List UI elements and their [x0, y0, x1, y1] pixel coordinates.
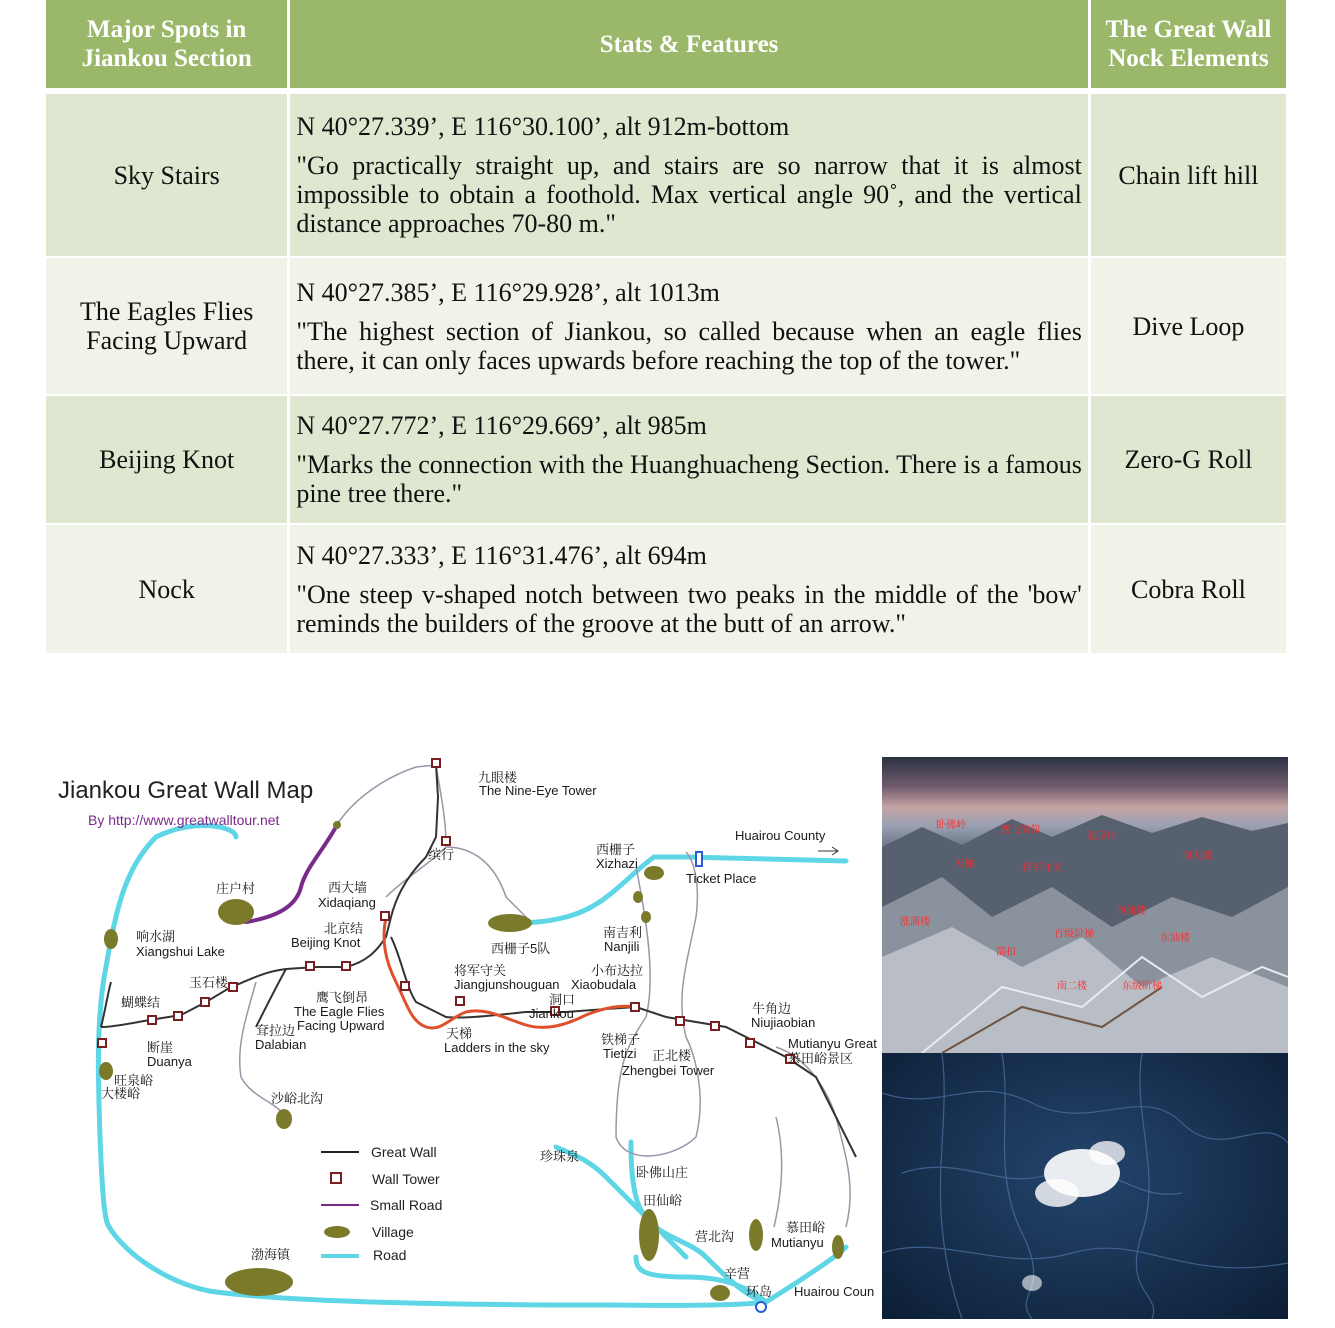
label-eagle-cn: 鹰飞倒昂	[316, 990, 369, 1005]
label-yushi: 玉石楼	[189, 975, 229, 990]
photo-tag: 箭扣	[996, 947, 1016, 958]
label-huandao: 环岛	[746, 1284, 773, 1299]
spot-coords: N 40°27.339’, E 116°30.100’, alt 912m-bottom	[296, 112, 790, 141]
table-row	[46, 395, 1286, 524]
label-xiaobudala-en: Xiaobudala	[571, 977, 637, 992]
label-huairou: Huairou County	[735, 828, 826, 843]
label-hudie: 蝴蝶结	[121, 995, 161, 1010]
photo-tag: 东油楼	[1160, 933, 1190, 944]
label-niujiao-cn: 牛角边	[752, 1001, 792, 1016]
table-row	[46, 91, 1286, 257]
label-wofo: 卧佛山庄	[636, 1165, 689, 1180]
photo-tag: 卧佛岭	[936, 820, 966, 831]
spot-stats	[289, 395, 1090, 524]
photo-tag: 北京结	[1087, 831, 1117, 842]
table-header-row	[46, 0, 1286, 91]
legend-road: Road	[373, 1247, 407, 1263]
label-zhengbei-en: Zhengbei Tower	[622, 1063, 715, 1078]
header-elements: The Great Wall Nock Elements	[1089, 0, 1286, 91]
label-xiangshui-en: Xiangshui Lake	[136, 944, 225, 959]
label-xizhazi-cn: 西栅子	[596, 842, 636, 857]
label-xizhazi-en: Xizhazi	[596, 856, 638, 871]
spot-stats	[289, 91, 1090, 257]
label-jiankou-en: Jiankou	[529, 1006, 574, 1021]
label-xidaqiang-cn: 西大墙	[328, 880, 368, 895]
legend-symbols	[321, 1152, 359, 1256]
spot-coords: N 40°27.333’, E 116°31.476’, alt 694m	[296, 540, 707, 570]
photo-tag: 西大墙	[1182, 851, 1212, 862]
nock-element: Chain lift hill	[1089, 91, 1286, 257]
photo-tag: 百级阶梯	[1054, 929, 1094, 940]
header-spots: Major Spots in Jiankou Section	[46, 0, 289, 91]
spot-name: Sky Stairs	[46, 91, 289, 257]
label-dalouyu: 大楼峪	[101, 1086, 141, 1101]
label-jiangjun-cn: 将军守关	[454, 963, 507, 978]
label-eagle-en2: Facing Upward	[297, 1018, 385, 1033]
label-tietizi-en: Tietizi	[603, 1046, 637, 1061]
label-duanya-cn: 断崖	[147, 1040, 174, 1055]
label-eagle-en1: The Eagle Flies	[294, 1004, 385, 1019]
label-ladders-cn: 天梯	[446, 1026, 473, 1041]
label-nanjili-en: Nanjili	[604, 939, 640, 954]
spot-coords: N 40°27.385’, E 116°29.928’, alt 1013m	[296, 277, 720, 307]
photo-tag: 将军守关	[1022, 863, 1062, 874]
nock-element: Dive Loop	[1089, 257, 1286, 395]
label-nine-eye-cn: 九眼楼	[478, 770, 518, 785]
spot-name: Nock	[46, 524, 289, 654]
map-url: By http://www.greatwalltour.net	[88, 812, 280, 828]
spot-quote: "One steep v-shaped notch between two peaks in the middle of the 'bow' reminds the builders of the groove at the butt of an arrow."	[296, 579, 1082, 638]
label-bjknot-en: Beijing Knot	[291, 935, 361, 950]
label-xizhazi5: 西栅子5队	[491, 941, 551, 956]
legend-great-wall: Great Wall	[371, 1144, 437, 1160]
spot-quote: "Go practically straight up, and stairs are so narrow that it is almost impossible to obtain a foothold. Max vertical angle 90˚, and the vertical distance approaches 70-80 m."	[296, 151, 1082, 238]
label-zhuanghu: 庄户村	[216, 881, 256, 896]
label-jiangjun-en: Jiangjunshouguan	[454, 977, 560, 992]
label-shayu: 沙峪北沟	[271, 1091, 324, 1106]
label-mutianyu-cn: 慕田峪	[786, 1220, 826, 1235]
label-tianxian: 田仙峪	[643, 1193, 683, 1208]
legend-small-road: Small Road	[370, 1197, 443, 1213]
spot-quote: "The highest section of Jiankou, so called because when an eagle flies there, it can only faces upwards before reaching the top of the tower."	[296, 316, 1082, 375]
photo-tag: 西油楼	[1116, 906, 1146, 917]
label-bohai: 渤海镇	[251, 1247, 291, 1262]
label-mutianyu-great: Mutianyu Great	[788, 1036, 877, 1051]
label-xiaobudala-cn: 小布达拉	[591, 963, 644, 978]
photo-tag: 南二楼	[1057, 981, 1087, 992]
label-nine-eye-en: The Nine-Eye Tower	[479, 783, 597, 798]
satellite-photo	[882, 1053, 1288, 1319]
spot-coords: N 40°27.772’, E 116°29.669’, alt 985m	[296, 411, 707, 440]
spot-name: Beijing Knot	[46, 395, 289, 524]
photo-tag: 天梯	[954, 859, 974, 870]
label-huairou-2: Huairou Coun	[794, 1284, 875, 1299]
header-stats: Stats & Features	[289, 0, 1090, 91]
photo-tag: 鹰飞倒仰	[1000, 825, 1040, 836]
jiankou-map	[46, 757, 882, 1328]
label-xinying: 辛营	[724, 1266, 751, 1281]
label-xidaqiang-en: Xidaqiang	[318, 895, 376, 910]
spots-table	[46, 0, 1286, 655]
label-dalabian-en: Dalabian	[255, 1037, 307, 1052]
photo-tag: 涨满楼	[900, 917, 930, 928]
label-zhenzhu: 珍珠泉	[540, 1149, 580, 1164]
satellite-terrain	[882, 1053, 1288, 1319]
label-yingbei: 营北沟	[695, 1229, 735, 1244]
label-mutianyu-en: Mutianyu	[771, 1235, 824, 1250]
spot-stats	[289, 524, 1090, 654]
spot-name: The Eagles Flies Facing Upward	[46, 257, 289, 395]
nock-element: Zero-G Roll	[1089, 395, 1286, 524]
nock-element: Cobra Roll	[1089, 524, 1286, 654]
spot-quote: "Marks the connection with the Huanghuacheng Section. There is a famous pine tree there."	[296, 450, 1082, 508]
mountain-silhouette	[882, 757, 1288, 1053]
legend-wall-tower: Wall Tower	[372, 1171, 440, 1187]
table-row	[46, 257, 1286, 395]
label-xianxing: 缤行	[428, 847, 455, 862]
legend-village: Village	[372, 1224, 414, 1240]
label-ladders-en: Ladders in the sky	[444, 1040, 550, 1055]
mountain-panorama-photo	[882, 757, 1288, 1053]
label-ticket: Ticket Place	[686, 871, 757, 886]
label-jiankou-cn: 洞口	[549, 992, 576, 1007]
table-row	[46, 524, 1286, 654]
label-wangquan: 旺泉峪	[114, 1073, 154, 1088]
label-zhengbei-cn: 正北楼	[652, 1048, 692, 1063]
label-tietizi-cn: 铁梯子	[601, 1032, 641, 1047]
label-nanjili-cn: 南吉利	[603, 925, 643, 940]
spot-stats	[289, 257, 1090, 395]
label-niujiao-en: Niujiaobian	[751, 1015, 816, 1030]
label-dalabian-cn: 耷拉边	[256, 1023, 296, 1038]
map-title: Jiankou Great Wall Map	[58, 777, 314, 804]
label-xiangshui-cn: 响水湖	[136, 929, 176, 944]
label-duanya-en: Duanya	[147, 1054, 192, 1069]
label-bjknot-cn: 北京结	[324, 921, 364, 936]
county-arrows	[818, 847, 838, 855]
label-mutianyu-area: 慕田峪景区	[788, 1051, 854, 1066]
photo-tag: 东级阶梯	[1122, 981, 1162, 992]
